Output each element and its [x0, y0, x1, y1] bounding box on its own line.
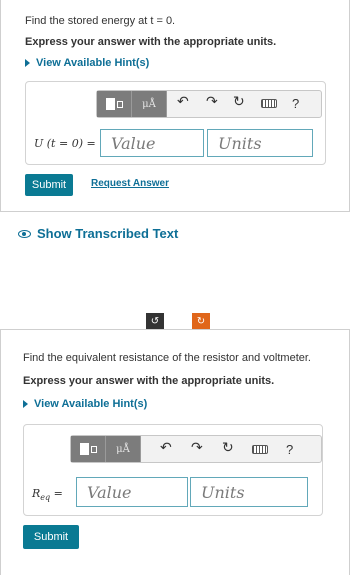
- rotate-left-button[interactable]: ↺: [146, 313, 164, 329]
- rotate-right-button[interactable]: ↻: [192, 313, 210, 329]
- part-a-instruction: Express your answer with the appropriate units.: [25, 36, 277, 48]
- request-answer-link[interactable]: Request Answer: [91, 178, 169, 189]
- reset-icon[interactable]: ↻: [233, 94, 245, 110]
- undo-icon[interactable]: ↶: [177, 94, 189, 110]
- part-b-equals: =: [53, 487, 63, 500]
- expand-triangle-icon: [23, 400, 28, 408]
- part-b-variable-name: R: [32, 487, 41, 500]
- show-transcribed-text-label: Show Transcribed Text: [37, 226, 179, 241]
- undo-icon[interactable]: ↶: [160, 440, 172, 456]
- part-a-hints-label: View Available Hint(s): [36, 57, 150, 69]
- part-a-submit-button[interactable]: Submit: [25, 174, 73, 196]
- expand-triangle-icon: [25, 59, 30, 67]
- show-transcribed-text-link[interactable]: [18, 226, 178, 241]
- template-box-icon: [91, 446, 97, 453]
- reset-icon[interactable]: ↻: [222, 440, 234, 456]
- part-a-equals: =: [86, 137, 96, 150]
- templates-button[interactable]: [97, 91, 132, 117]
- part-a-variable-label: [34, 137, 96, 150]
- part-a-panel: [0, 0, 350, 212]
- part-b-variable-subscript: eq: [40, 493, 51, 503]
- eye-icon: [18, 230, 31, 238]
- template-box-icon: [117, 101, 123, 108]
- help-icon[interactable]: ?: [286, 442, 294, 457]
- redo-icon[interactable]: ↷: [191, 440, 203, 456]
- part-a-variable-name: U (t = 0): [34, 137, 83, 150]
- keyboard-icon[interactable]: [252, 445, 268, 454]
- keyboard-icon[interactable]: [261, 99, 277, 108]
- part-a-hints-link[interactable]: [25, 57, 149, 69]
- units-button[interactable]: [132, 91, 167, 117]
- part-b-answer-box: [23, 424, 323, 516]
- part-b-variable-label: [32, 487, 63, 502]
- units-glyph: μÅ: [142, 98, 156, 110]
- redo-icon[interactable]: ↷: [206, 94, 218, 110]
- templates-button[interactable]: [71, 436, 106, 462]
- template-icon: [80, 443, 89, 455]
- part-a-units-input[interactable]: Units: [207, 129, 313, 157]
- part-b-question: Find the equivalent resistance of the resistor and voltmeter.: [23, 352, 311, 364]
- part-a-value-input[interactable]: Value: [100, 129, 204, 157]
- part-b-units-input[interactable]: Units: [190, 477, 308, 507]
- part-b-instruction: Express your answer with the appropriate units.: [23, 375, 275, 387]
- part-b-hints-link[interactable]: [23, 398, 147, 410]
- part-b-panel: [0, 329, 350, 575]
- help-icon[interactable]: ?: [292, 96, 300, 111]
- units-glyph: μÅ: [116, 443, 130, 455]
- part-b-hints-label: View Available Hint(s): [34, 398, 148, 410]
- part-b-value-input[interactable]: Value: [76, 477, 188, 507]
- template-icon: [106, 98, 115, 110]
- part-a-question: Find the stored energy at t = 0.: [25, 15, 176, 27]
- part-a-answer-box: [25, 81, 326, 165]
- units-button[interactable]: [106, 436, 141, 462]
- part-b-submit-button[interactable]: Submit: [23, 525, 79, 549]
